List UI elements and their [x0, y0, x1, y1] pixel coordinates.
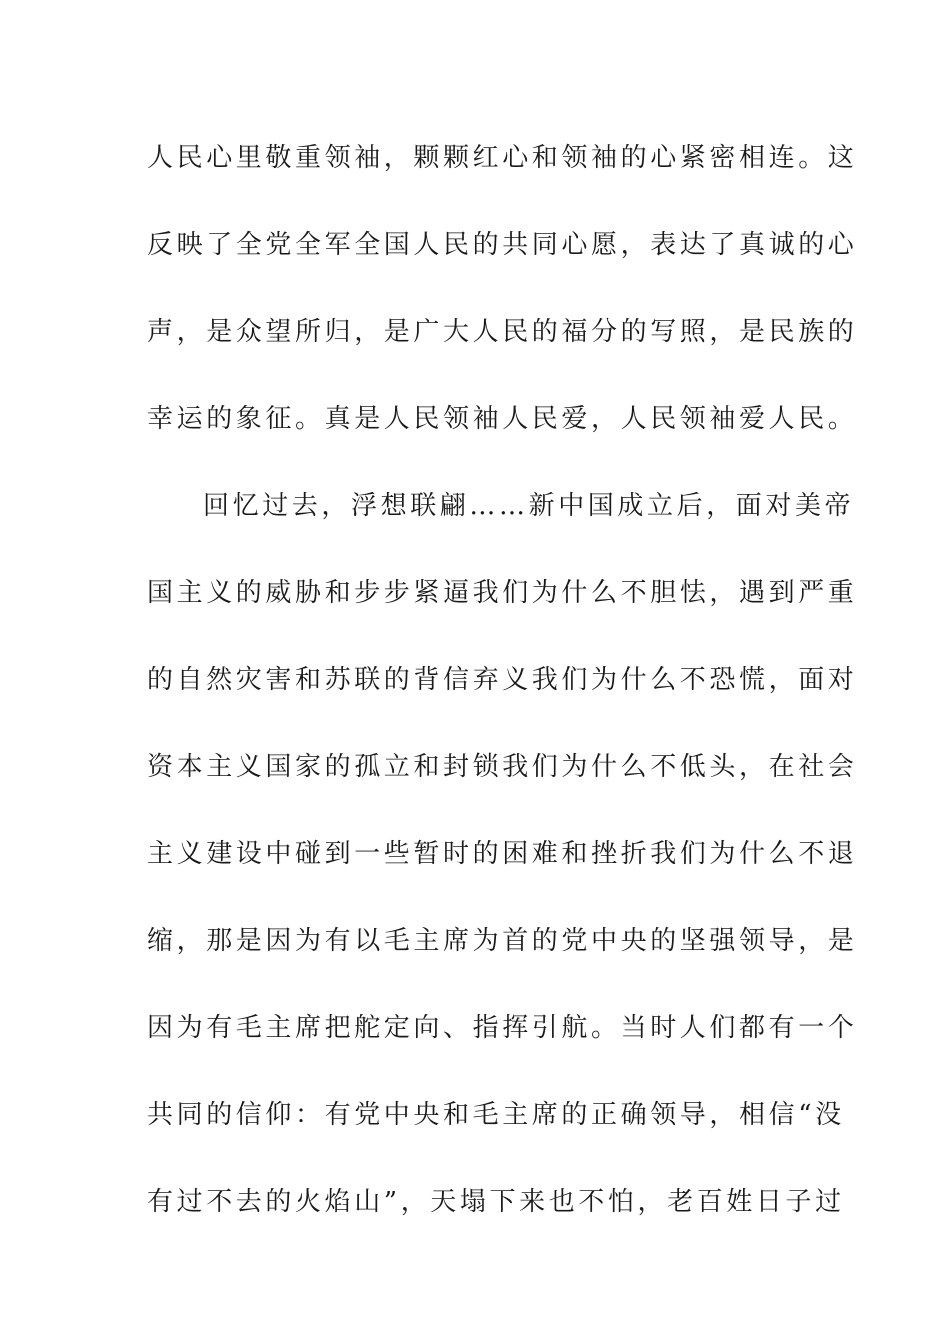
text-line-4: 幸运的象征。真是人民领袖人民爱，人民领袖爱人民。 — [147, 404, 858, 434]
text-line-6: 国主义的威胁和步步紧逼我们为什么不胆怯，遇到严重 — [147, 578, 858, 608]
text-line-2: 反映了全党全军全国人民的共同心愿，表达了真诚的心 — [147, 230, 858, 260]
text-line-5-paragraph-start: 回忆过去，浮想联翩……新中国成立后，面对美帝 — [203, 491, 855, 521]
text-line-1: 人民心里敬重领袖，颗颗红心和领袖的心紧密相连。这 — [147, 143, 858, 173]
text-line-13: 有过不去的火焰山”，天塌下来也不怕，老百姓日子过 — [147, 1187, 845, 1217]
text-line-7: 的自然灾害和苏联的背信弃义我们为什么不恐慌，面对 — [147, 665, 858, 695]
text-line-3: 声，是众望所归，是广大人民的福分的写照，是民族的 — [147, 317, 858, 347]
text-line-10: 缩，那是因为有以毛主席为首的党中央的坚强领导，是 — [147, 926, 858, 956]
text-line-9: 主义建设中碰到一些暂时的困难和挫折我们为什么不退 — [147, 839, 858, 869]
text-line-11: 因为有毛主席把舵定向、指挥引航。当时人们都有一个 — [147, 1013, 858, 1043]
text-line-8: 资本主义国家的孤立和封锁我们为什么不低头，在社会 — [147, 752, 858, 782]
text-line-12: 共同的信仰：有党中央和毛主席的正确领导，相信“没 — [147, 1100, 845, 1130]
